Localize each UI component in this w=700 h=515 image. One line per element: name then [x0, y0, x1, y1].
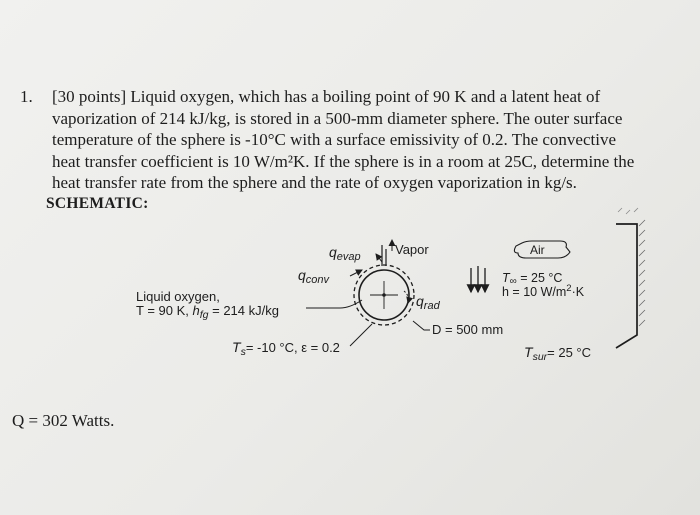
sphere — [354, 265, 414, 325]
q-rad-label: $q_{rad}$ — [416, 293, 440, 312]
ts-label: $T_s= -10$ °C, ε = 0.2 — [232, 339, 340, 358]
vapor-label: Vapor — [395, 242, 429, 257]
q-conv-label: $q_{conv}$ — [298, 267, 330, 286]
problem-line-3: temperature of the sphere is -10°C with a surface emissivity of 0.2. The convective — [52, 130, 617, 149]
schematic-heading: SCHEMATIC: — [46, 195, 149, 212]
tsur-label: $T_{sur}= 25$ °C — [524, 344, 592, 363]
air-label: Air — [530, 243, 545, 257]
problem-line-5: heat transfer rate from the sphere and the rate of oxygen vaporization in kg/s. — [52, 173, 577, 192]
problem-line-4: heat transfer coefficient is 10 W/m²K. If the sphere is in a room at 25C, determine the — [52, 151, 635, 171]
problem-number: 1. — [20, 87, 33, 106]
liquid-oxygen-line-2: T = 90 K, $h_{fg} = 214$ kJ/kg — [136, 303, 279, 321]
diameter-label: D = 500 mm — [432, 322, 504, 337]
h-label: h = 10 $W/m^2\cdot K$ — [502, 283, 585, 299]
ts-leader — [350, 324, 372, 346]
q-conv-arrow — [350, 270, 362, 276]
air-flow-arrows — [471, 266, 485, 292]
answer-text: Q = 302 Watts. — [12, 411, 115, 430]
vapor-vent — [376, 240, 392, 266]
problem-line-2: vaporization of 214 kJ/kg, is stored in a 500-mm diameter sphere. The outer surface — [52, 108, 623, 128]
liquid-leader — [306, 300, 362, 308]
surroundings-wall — [616, 208, 645, 348]
liquid-oxygen-line-1: Liquid oxygen, — [136, 289, 220, 304]
q-evap-label: $q_{evap}$ — [329, 244, 361, 263]
problem-line-1: [30 points] Liquid oxygen, which has a boiling point of 90 K and a latent heat of — [52, 87, 601, 106]
t-inf-label: T∞ = 25 °C — [502, 271, 563, 287]
diameter-leader — [413, 321, 430, 330]
